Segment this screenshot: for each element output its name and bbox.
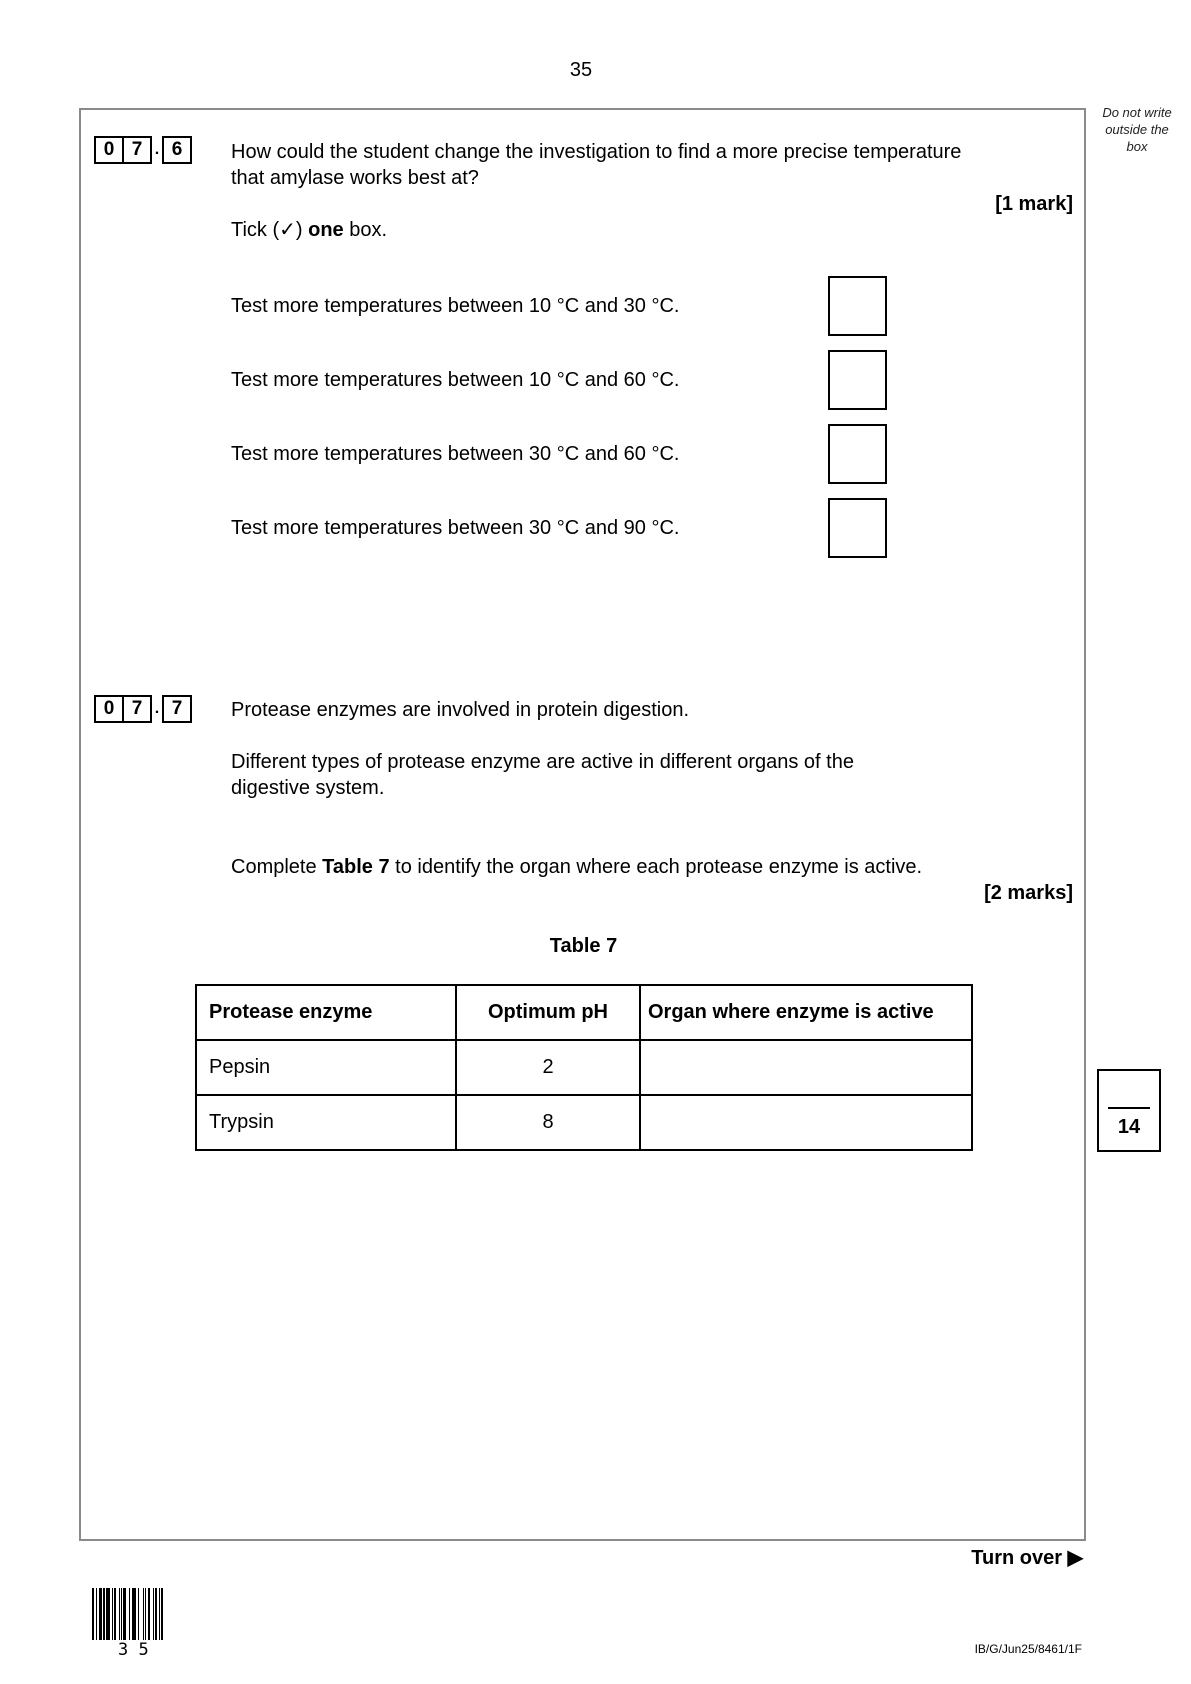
enzyme-cell: Pepsin [196, 1040, 456, 1095]
barcode [92, 1588, 163, 1640]
option-label: Test more temperatures between 10 °C and 30 °C. [231, 295, 680, 317]
instruction-text: box. [343, 219, 388, 241]
answer-frame [79, 108, 1086, 1541]
instruction [231, 217, 387, 243]
table-row [196, 1040, 972, 1095]
marks-label: [2 marks] [984, 882, 1073, 904]
qnum-digit: 7 [162, 695, 192, 723]
question-number-07-6: 0 7 . 6 [94, 137, 192, 163]
instruction-bold: one [308, 219, 344, 241]
organ-answer-cell[interactable] [640, 1095, 972, 1150]
option-label: Test more temperatures between 30 °C and 60 °C. [231, 443, 680, 465]
option-label: Test more temperatures between 30 °C and 90 °C. [231, 517, 680, 539]
question-text: that amylase works best at? [231, 167, 479, 189]
tick-box[interactable] [828, 276, 887, 336]
question-text: Different types of protease enzyme are active in different organs of the [231, 751, 854, 773]
turn-over-text: Turn over [971, 1547, 1063, 1569]
marks-label: [1 mark] [995, 193, 1073, 215]
protease-table [195, 984, 973, 1151]
turn-over [971, 1545, 1083, 1571]
qnum-digit: 7 [124, 695, 152, 723]
column-header: Protease enzyme [196, 985, 456, 1040]
qnum-digit: 6 [162, 136, 192, 164]
margin-note-line: outside the [1105, 122, 1169, 137]
question-number-07-7: 0 7 . 7 [94, 696, 192, 722]
table-title: Table 7 [549, 935, 618, 957]
margin-note-line: box [1126, 139, 1148, 154]
instruction-text: Tick (✓) [231, 219, 309, 241]
score-divider [1108, 1107, 1150, 1109]
table-row [196, 1095, 972, 1150]
tick-box[interactable] [828, 350, 887, 410]
qnum-digit: 0 [94, 136, 124, 164]
score-box [1097, 1069, 1161, 1152]
tick-box[interactable] [828, 424, 887, 484]
score-total: 14 [1117, 1116, 1141, 1138]
column-header: Optimum pH [456, 985, 640, 1040]
tick-box[interactable] [828, 498, 887, 558]
qnum-digit: 7 [124, 136, 152, 164]
qnum-digit: 0 [94, 695, 124, 723]
instruction-bold: Table 7 [322, 856, 390, 878]
organ-answer-cell[interactable] [640, 1040, 972, 1095]
question-text: How could the student change the investigation to find a more precise temperature [231, 141, 962, 163]
instruction [231, 854, 922, 880]
margin-note [1095, 104, 1179, 155]
ph-cell: 8 [456, 1095, 640, 1150]
instruction-text: Complete [231, 856, 323, 878]
paper-code: IB/G/Jun25/8461/1F [974, 1642, 1082, 1656]
question-text: digestive system. [231, 777, 385, 799]
ph-cell: 2 [456, 1040, 640, 1095]
table-header-row [196, 985, 972, 1040]
instruction-text: to identify the organ where each protease enzyme is active. [389, 856, 923, 878]
margin-note-line: Do not write [1102, 105, 1172, 120]
question-text: Protease enzymes are involved in protein digestion. [231, 699, 690, 721]
barcode-number: 3 5 [118, 1640, 149, 1660]
column-header: Organ where enzyme is active [640, 985, 972, 1040]
enzyme-cell: Trypsin [196, 1095, 456, 1150]
option-label: Test more temperatures between 10 °C and 60 °C. [231, 369, 680, 391]
play-arrow-icon: ▶ [1067, 1547, 1083, 1569]
page-number: 35 [569, 59, 593, 81]
